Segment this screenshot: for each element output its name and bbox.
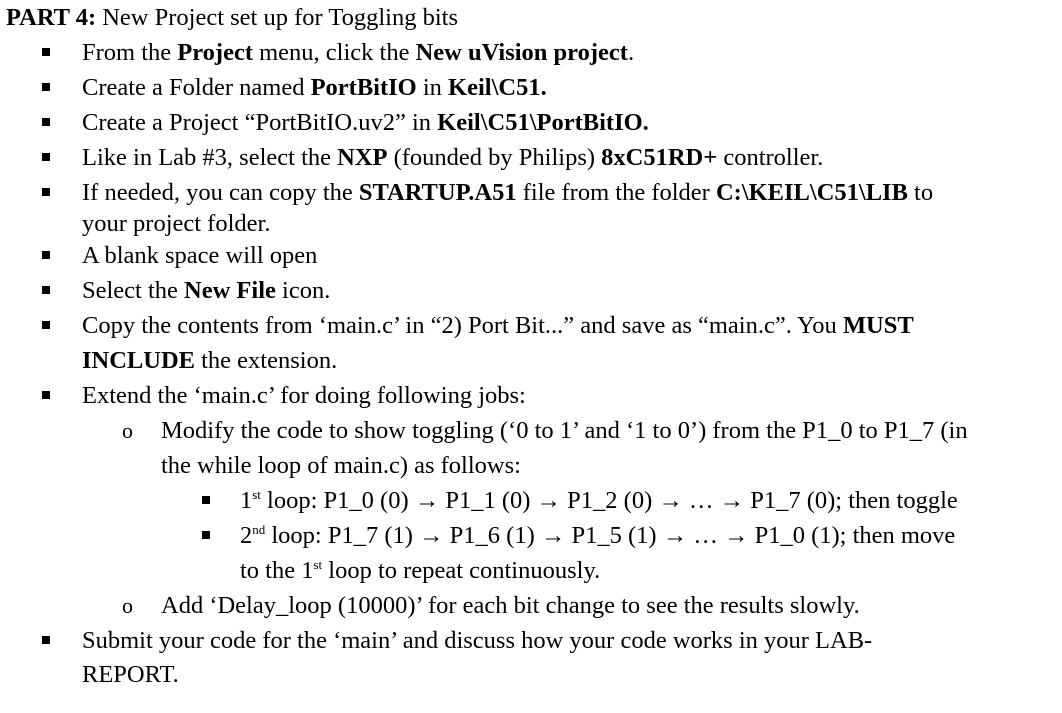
sub-sub-list-item: 1st loop: P1_0 (0) → P1_1 (0) → P1_2 (0) → … → P1_7 (0); then toggle	[240, 487, 958, 514]
list-item: Like in Lab #3, select the NXP (founded by Philips) 8xC51RD+ controller.	[82, 144, 824, 171]
bullet-marker	[42, 83, 50, 91]
list-item: Extend the ‘main.c’ for doing following jobs:	[82, 382, 526, 409]
part-heading	[6, 3, 458, 33]
list-item: Create a Project “PortBitIO.uv2” in Keil\C51\PortBitIO.	[82, 109, 649, 136]
list-item: From the Project menu, click the New uVision project.	[82, 39, 635, 66]
list-item: Copy the contents from ‘main.c’ in “2) Port Bit...” and save as “main.c”. You MUST	[82, 312, 914, 339]
bullet-marker	[202, 531, 210, 539]
bullet-marker	[42, 48, 50, 56]
bullet-marker	[42, 188, 50, 196]
list-item: Select the New File icon.	[82, 277, 331, 304]
part-label: PART 4:	[6, 4, 97, 31]
bullet-marker	[42, 118, 50, 126]
list-item: Create a Folder named PortBitIO in Keil\C51.	[82, 74, 547, 101]
bullet-marker	[42, 391, 50, 399]
bullet-marker	[42, 251, 50, 259]
sub-bullet-marker: o	[122, 418, 133, 443]
sub-list-item: Modify the code to show toggling (‘0 to 1’ and ‘1 to 0’) from the P1_0 to P1_7 (in	[161, 417, 968, 444]
sub-list-item-continuation: the while loop of main.c) as follows:	[161, 452, 521, 479]
bullet-marker	[42, 286, 50, 294]
bullet-marker	[42, 321, 50, 329]
bullet-marker	[42, 153, 50, 161]
bullet-marker	[42, 636, 50, 644]
list-item: Submit your code for the ‘main’ and discuss how your code works in your LAB-	[82, 627, 873, 654]
sub-list-item: Add ‘Delay_loop (10000)’ for each bit change to see the results slowly.	[161, 592, 860, 619]
list-item-continuation: INCLUDE the extension.	[82, 347, 338, 374]
sub-bullet-marker: o	[122, 593, 133, 618]
list-item: A blank space will open	[82, 242, 318, 269]
sub-sub-list-item-continuation: to the 1st loop to repeat continuously.	[240, 557, 601, 584]
part-title: New Project set up for Toggling bits	[96, 4, 458, 31]
bullet-marker	[202, 496, 210, 504]
list-item-continuation: your project folder.	[82, 210, 271, 237]
sub-sub-list-item: 2nd loop: P1_7 (1) → P1_6 (1) → P1_5 (1) → … → P1_0 (1); then move	[240, 522, 956, 549]
list-item-continuation: REPORT.	[82, 661, 179, 688]
list-item: If needed, you can copy the STARTUP.A51 file from the folder C:\KEIL\C51\LIB to	[82, 179, 934, 206]
